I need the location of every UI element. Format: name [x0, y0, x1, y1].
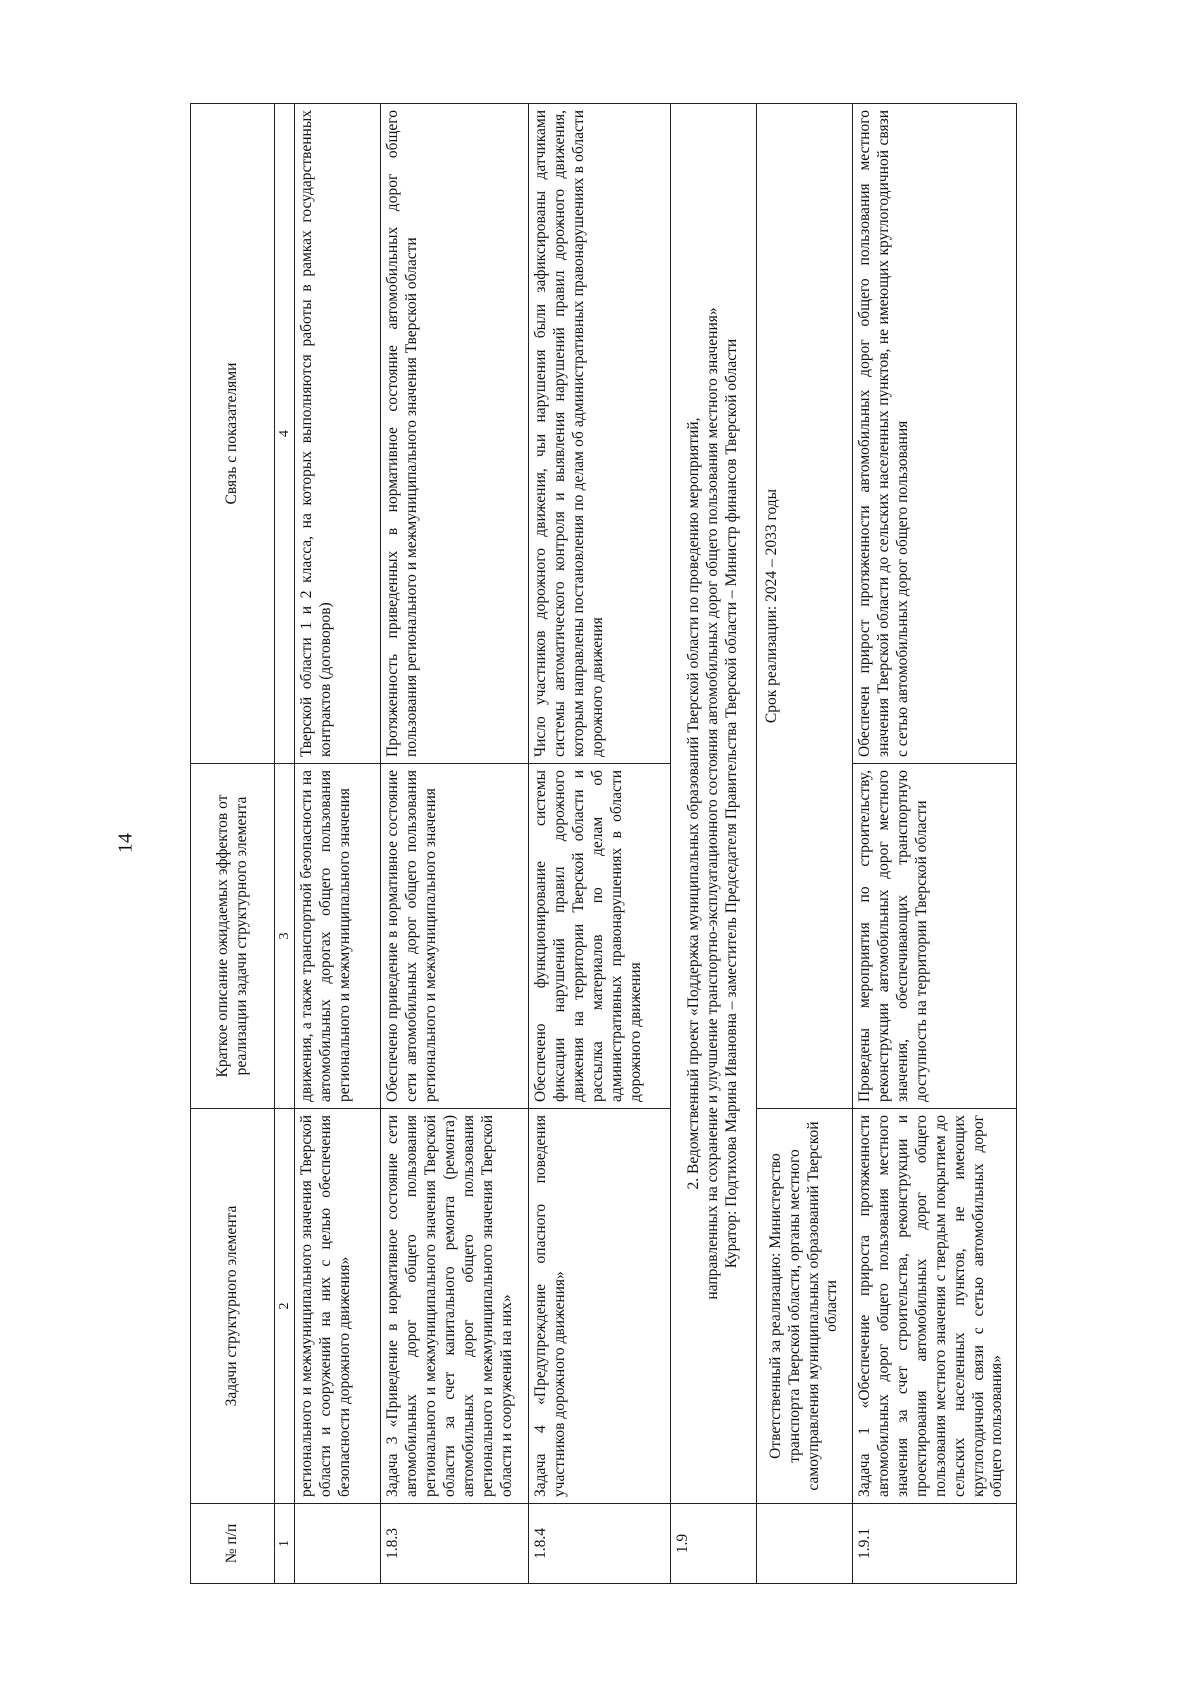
row-task: Задача 4 «Предупреждение опасного поведения участников дорожного движения»: [529, 1109, 671, 1504]
table-row: [381, 104, 529, 1584]
column-number: 1: [275, 1504, 295, 1584]
row-indicator: Тверской области 1 и 2 класса, на которых выполняются работы в рамках государственных контрактов (договоров): [295, 104, 381, 764]
header-tasks: Задачи структурного элемента: [191, 1109, 275, 1504]
table-row: [853, 104, 1017, 1584]
row-effect: движения, а также транспортной безопасности на автомобильных дорогах общего пользования регионального и межмуниципального значения: [295, 764, 381, 1109]
table-header-row: [191, 104, 275, 1584]
implementation-term: Срок реализации: 2024 – 2033 годы: [757, 104, 853, 1109]
header-number: № п/п: [191, 1504, 275, 1584]
row-number: 1.8.4: [529, 1504, 671, 1584]
row-number: 1.8.3: [381, 1504, 529, 1584]
row-effect: Обеспечено приведение в нормативное состояние сети автомобильных дорог общего пользования регионального и межмуниципального значения: [381, 764, 529, 1109]
table-row: [295, 104, 381, 1584]
responsible-row: [757, 104, 853, 1584]
column-number: 4: [275, 104, 295, 764]
row-number: [295, 1504, 381, 1584]
row-indicator: Число участников дорожного движения, чьи нарушения были зафиксированы датчиками системы автоматического контроля и выявления нарушений правил дорожного движения, которым направлены постановления по делам об административных правонарушениях в области дорожного движения: [529, 104, 671, 764]
row-task: Задача 1 «Обеспечение прироста протяженности автомобильных дорог общего пользования местного значения за счет строительства, реконструкции и проектирования автомобильных дорог общего пользования местного значения с твердым покрытием до сельских населенных пунктов, не имеющих круглогодичной связи с сетью автомобильных дорог общего пользования»: [853, 1109, 1017, 1504]
project-row: [671, 104, 757, 1584]
project-title: [671, 104, 757, 1504]
row-indicator: Протяженность приведенных в нормативное состояние автомобильных дорог общего пользования регионального и межмуниципального значения Тверской области: [381, 104, 529, 764]
column-number: 2: [275, 1109, 295, 1504]
table-row: [529, 104, 671, 1584]
row-number: 1.9.1: [853, 1504, 1017, 1584]
row-task: Задача 3 «Приведение в нормативное состояние сети автомобильных дорог общего пользования регионального и межмуниципального значения Тверской области за счет капитального ремонта (ремонта) автомобильных дорог общего пользования регионального и межмуниципального значения Тверской области и сооружений на них»: [381, 1109, 529, 1504]
column-number: 3: [275, 764, 295, 1109]
structural-element-table: [190, 103, 1017, 1584]
row-indicator: Обеспечен прирост протяженности автомобильных дорог общего пользования местного значения Тверской области до сельских населенных пунктов, не имеющих круглогодичной связи с сетью автомобильных дорог общего пользования: [853, 104, 1017, 764]
project-title-line-1: 2. Ведомственный проект «Поддержка муниципальных образований Тверской области по проведению мероприятий,: [685, 417, 703, 1190]
rotated-table-container: [190, 104, 1006, 1584]
project-title-line-2: направленных на сохранение и улучшение транспортно-эксплуатационного состояния автомобильных дорог общего пользования местного значения»: [704, 307, 722, 1300]
empty-cell: [757, 1504, 853, 1584]
project-curator: Куратор: Подтихова Марина Ивановна – заместитель Председателя Правительства Тверской области – Министр финансов Тверской области: [723, 338, 741, 1269]
project-number: 1.9: [671, 1504, 757, 1584]
header-effects: Краткое описание ожидаемых эффектов от реализации задачи структурного элемента: [191, 764, 275, 1109]
responsible-text: Ответственный за реализацию: Министерство транспорта Тверской области, органы местного самоуправления муниципальных образований Тверской области: [757, 1109, 853, 1504]
row-effect: Проведены мероприятия по строительству, реконструкции автомобильных дорог местного значения, обеспечивающих транспортную доступность на территории Тверской области: [853, 764, 1017, 1109]
column-number-row: [275, 104, 295, 1584]
page-number: 14: [114, 833, 137, 853]
header-indicators: Связь с показателями: [191, 104, 275, 764]
row-task: регионального и межмуниципального значения Тверской области и сооружений на них с целью обеспечения безопасности дорожного движения»: [295, 1109, 381, 1504]
row-effect: Обеспечено функционирование системы фиксации нарушений правил дорожного движения на территории Тверской области и рассылка материалов по делам об административных правонарушениях в области дорожного движения: [529, 764, 671, 1109]
